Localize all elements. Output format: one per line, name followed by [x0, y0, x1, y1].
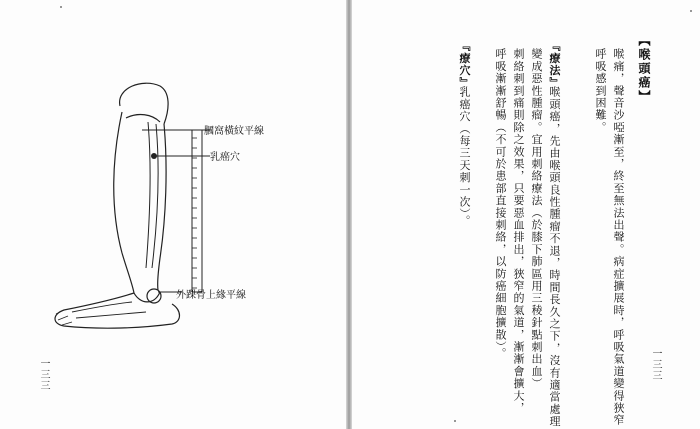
scan-speck — [690, 10, 692, 12]
leg-acupoint-illustration — [42, 78, 272, 338]
treatment-line-2: 變成惡性腫瘤。宜用刺絡療法（於膝下肺區用三稜針點刺出血） — [530, 48, 543, 390]
right-page-number: 一三三 — [650, 348, 661, 381]
treatment-line-1: 喉頭癌，先由喉頭良性腫瘤不退，時間長久之下，沒有適當處理 — [548, 86, 561, 428]
treatment-line-4: 呼吸漸漸舒暢（不可於患部直接刺絡，以防癌細胞擴散）。 — [494, 48, 507, 360]
scan-speck — [454, 420, 456, 422]
scan-speck — [60, 6, 62, 8]
figure-label-ankle-line: 外踝骨上緣平線 — [176, 290, 246, 301]
acupoint-label: 『療穴』 — [458, 40, 471, 89]
figure-label-acupoint: 乳癌穴 — [210, 152, 240, 163]
treatment-line-3: 刺絡刺到痛則除之效果，只要惡血排出，狹窄的氣道，漸漸會擴大， — [512, 48, 525, 414]
section-heading: 【喉頭癌】 — [637, 34, 651, 104]
left-page-number: 一三三 — [38, 358, 49, 391]
acupoint-text: 乳癌穴（每三天刺一次）。 — [458, 86, 471, 227]
figure-label-knee-line: 膕窩橫紋平線 — [204, 126, 264, 137]
symptom-line-2: 呼吸感到困難。 — [594, 48, 607, 134]
symptom-line-1: 喉痛，聲音沙啞漸至，終至無法出聲。病症擴展時，呼吸氣道變得狹窄 — [612, 48, 625, 427]
treatment-label: 『療法』 — [548, 40, 561, 89]
